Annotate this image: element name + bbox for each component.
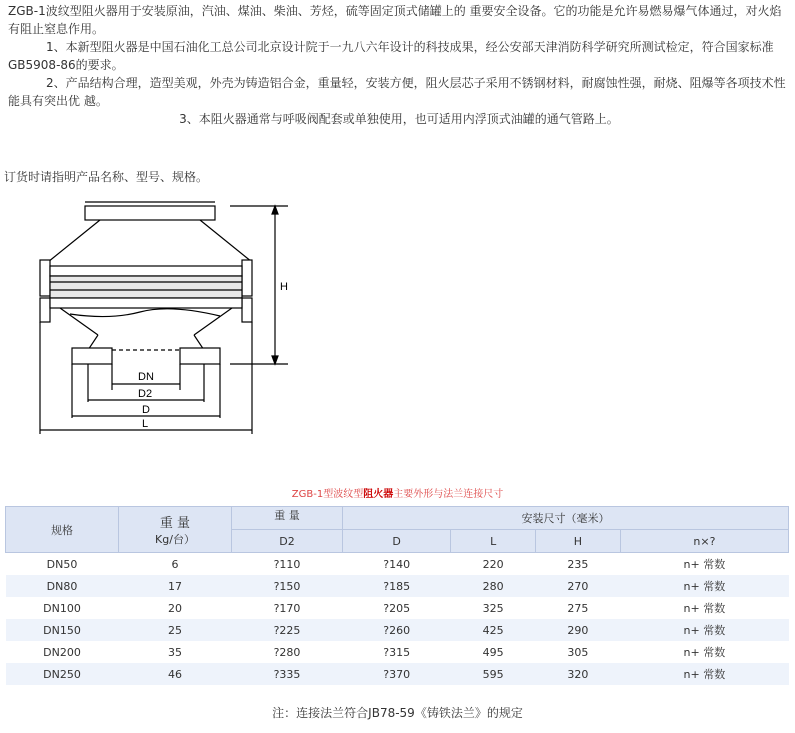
table-row: DN200 35 ?280 ?315 495 305 n+ 常数: [6, 641, 789, 663]
header-spec: 规格: [6, 507, 119, 553]
col-n: n×?: [620, 530, 788, 553]
header-weight2: 重 量: [232, 507, 343, 530]
col-d: D: [343, 530, 451, 553]
intro-line-1: ZGB-1波纹型阻火器用于安装原油，汽油、煤油、柴油、芳烃，硫等固定顶式储罐上的 重要安全设备。它的功能是允许易燃易爆气体通过，对火焰有阻止窒息作用。: [8, 4, 782, 36]
label-d: D: [142, 404, 150, 416]
label-h: H: [280, 281, 288, 293]
col-h: H: [536, 530, 621, 553]
caption-prefix: ZGB-1型波纹型: [291, 489, 364, 500]
intro-line-4: 3、本阻火器通常与呼吸阀配套或单独使用，也可适用内浮顶式油罐的通气管路上。: [179, 112, 619, 126]
table-row: DN100 20 ?170 ?205 325 275 n+ 常数: [6, 597, 789, 619]
flame-arrester-drawing: [30, 190, 290, 440]
caption-bold: 阻火器: [363, 489, 394, 500]
col-d2: D2: [232, 530, 343, 553]
table-row: DN50 6 ?110 ?140 220 235 n+ 常数: [6, 553, 789, 576]
label-d2: D2: [138, 388, 153, 400]
col-l: L: [451, 530, 536, 553]
table-row: DN150 25 ?225 ?260 425 290 n+ 常数: [6, 619, 789, 641]
header-weight: 重 量 Kg/台）: [119, 507, 232, 553]
spec-table: [5, 506, 789, 685]
table-row: DN80 17 ?150 ?185 280 270 n+ 常数: [6, 575, 789, 597]
intro-line-2: 1、本新型阻火器是中国石油化工总公司北京设计院于一九八六年设计的科技成果，经公安部天津消防科学研究所测试检定，符合国家标准GB5908-86的要求。: [8, 40, 774, 72]
label-l: L: [142, 418, 149, 430]
order-note: 订货时请指明产品名称、型号、规格。: [4, 170, 209, 184]
intro-line-3: 2、产品结构合理，造型美观，外壳为铸造铝合金，重量轻，安装方便，阻火层芯子采用不锈钢材料，耐腐蚀性强，耐烧、阻爆等各项技术性能具有突出优 越。: [8, 76, 786, 108]
header-install: 安装尺寸（毫米）: [343, 507, 789, 530]
table-row: DN250 46 ?335 ?370 595 320 n+ 常数: [6, 663, 789, 685]
table-caption: [0, 485, 795, 500]
caption-suffix: 主要外形与法兰连接尺寸: [393, 489, 504, 500]
footnote: 注：连接法兰符合JB78-59《铸铁法兰》的规定: [272, 706, 523, 720]
label-dn: DN: [138, 371, 154, 383]
intro-text: [8, 2, 790, 128]
